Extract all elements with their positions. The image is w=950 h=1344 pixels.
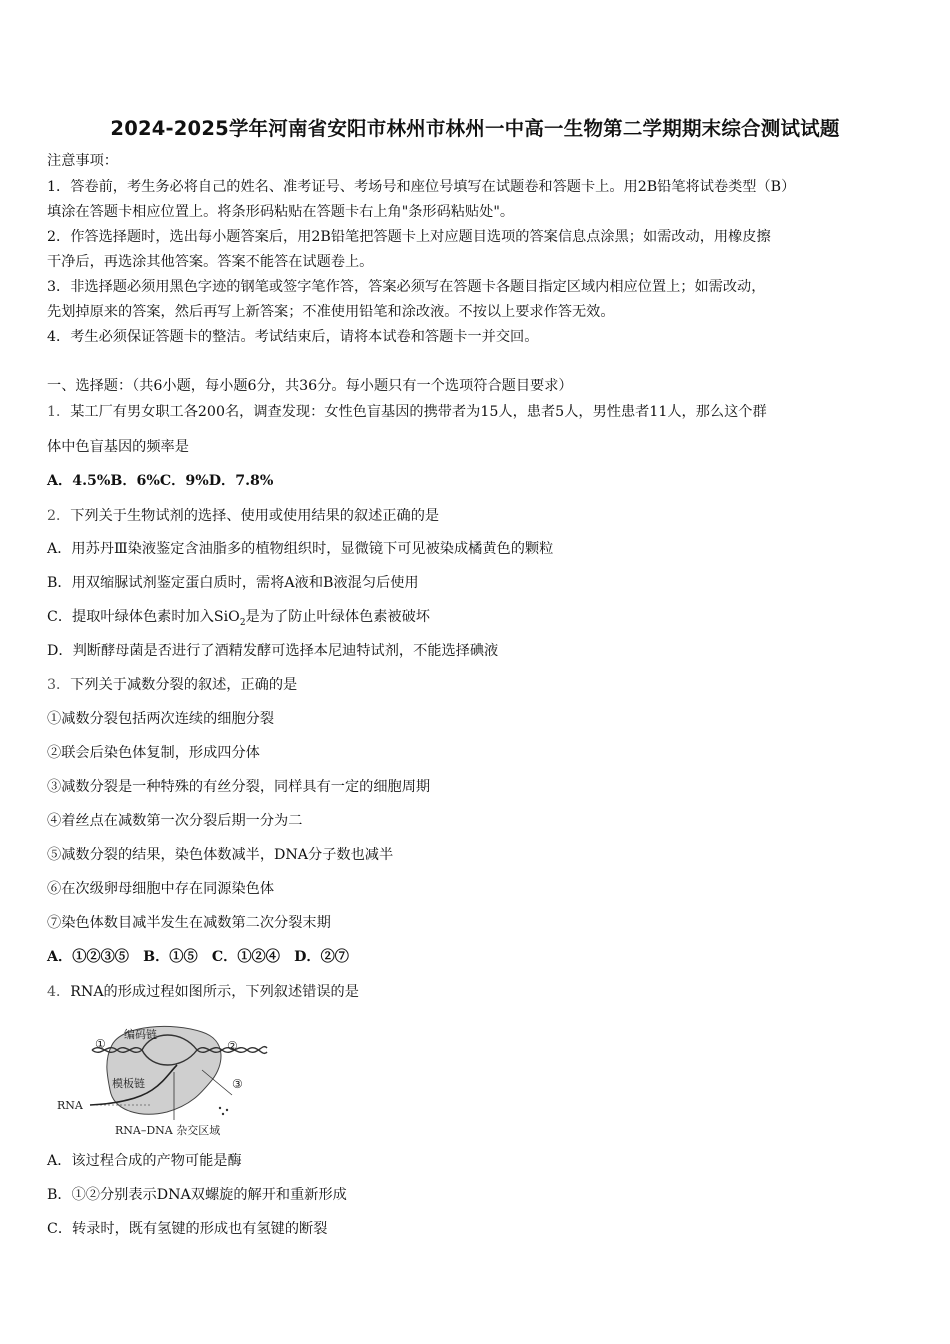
label-hybrid-region: RNA–DNA 杂交区域 [115,1124,221,1137]
question-1-stem [47,403,767,421]
notice-line: 填涂在答题卡相应位置上。将条形码粘贴在答题卡右上角"条形码粘贴处"。 [47,204,515,220]
question-text: RNA的形成过程如图所示，下列叙述错误的是 [70,984,359,1000]
notice-line: 4．考生必须保证答题卡的整洁。考试结束后，请将本试卷和答题卡一并交回。 [47,329,539,345]
section-heading: 一、选择题：（共6小题，每小题6分，共36分。每小题只有一个选项符合题目要求） [47,378,573,394]
question-number: 1． [47,404,71,420]
question-3-statement: ①减数分裂包括两次连续的细胞分裂 [47,711,275,727]
nucleotide-dot [219,1107,221,1109]
question-3-statement: ③减数分裂是一种特殊的有丝分裂，同样具有一定的细胞周期 [47,779,431,795]
nucleotide-dot [226,1109,228,1111]
notice-line: 1．答卷前，考生务必将自己的姓名、准考证号、考场号和座位号填写在试题卷和答题卡上。用2B铅笔将试卷类型（B） [47,179,796,195]
option-c-text: C．提取叶绿体色素时加入SiO [47,609,240,625]
question-2-option-b: B．用双缩脲试剂鉴定蛋白质时，需将A液和B液混匀后使用 [47,575,419,591]
label-coding-strand: 编码链 [124,1028,157,1041]
question-number: 2． [47,508,71,524]
label-rna: RNA [57,1099,83,1112]
transcription-diagram [52,1020,282,1140]
label-template-strand: 模板链 [112,1077,145,1090]
notice-line: 先划掉原来的答案，然后再写上新答案；不准使用铅笔和涂改液。不按以上要求作答无效。 [47,304,615,320]
notice-line: 干净后，再选涂其他答案。答案不能答在试题卷上。 [47,254,374,270]
nucleotide-dot [222,1113,224,1115]
question-3-statement: ②联会后染色体复制，形成四分体 [47,745,260,761]
question-2-stem [47,507,439,525]
question-text: 下列关于生物试剂的选择、使用或使用结果的叙述正确的是 [70,508,440,524]
marker-1: ① [95,1037,106,1051]
question-4-stem [47,983,359,1001]
question-3-statement: ⑤减数分裂的结果，染色体数减半，DNA分子数也减半 [47,847,394,863]
question-4-option-c: C．转录时，既有氢键的形成也有氢键的断裂 [47,1221,328,1237]
question-4-option-a: A．该过程合成的产物可能是酶 [47,1153,242,1169]
marker-2: ② [227,1039,238,1053]
question-text: 某工厂有男女职工各200名，调查发现：女性色盲基因的携带者为15人，患者5人，男性患者11人，那么这个群 [70,404,767,420]
question-text: 下列关于减数分裂的叙述，正确的是 [70,677,298,693]
question-2-option-c [47,608,430,632]
question-1-stem-cont: 体中色盲基因的频率是 [47,439,189,455]
question-1-options: A．4.5%B．6%C．9%D．7.8% [47,473,274,489]
page-title: 2024-2025学年河南省安阳市林州市林州一中高一生物第二学期期末综合测试试题 [110,117,840,140]
question-3-statement: ④着丝点在减数第一次分裂后期一分为二 [47,813,303,829]
notice-heading: 注意事项： [47,153,118,169]
notice-line: 3．非选择题必须用黑色字迹的钢笔或签字笔作答，答案必须写在答题卡各题目指定区域内相应位置上；如需改动， [47,279,766,295]
question-3-statement: ⑥在次级卵母细胞中存在同源染色体 [47,881,275,897]
question-4-option-b: B．①②分别表示DNA双螺旋的解开和重新形成 [47,1187,347,1203]
question-2-option-a: A．用苏丹Ⅲ染液鉴定含油脂多的植物组织时，显微镜下可见被染成橘黄色的颗粒 [47,541,554,557]
question-number: 3． [47,677,71,693]
subscript: 2 [239,617,246,628]
question-3-stem [47,676,297,694]
question-3-statement: ⑦染色体数目减半发生在减数第二次分裂末期 [47,915,331,931]
question-3-options: A．①②③⑤ B．①⑤ C．①②④ D．②⑦ [47,949,349,965]
question-number: 4． [47,984,71,1000]
marker-3: ③ [232,1077,243,1091]
question-2-option-d: D．判断酵母菌是否进行了酒精发酵可选择本尼迪特试剂，不能选择碘液 [47,643,499,659]
notice-line: 2．作答选择题时，选出每小题答案后，用2B铅笔把答题卡上对应题目选项的答案信息点涂黑；如需改动，用橡皮擦 [47,229,771,245]
option-c-text-rest: 是为了防止叶绿体色素被破坏 [245,609,430,625]
